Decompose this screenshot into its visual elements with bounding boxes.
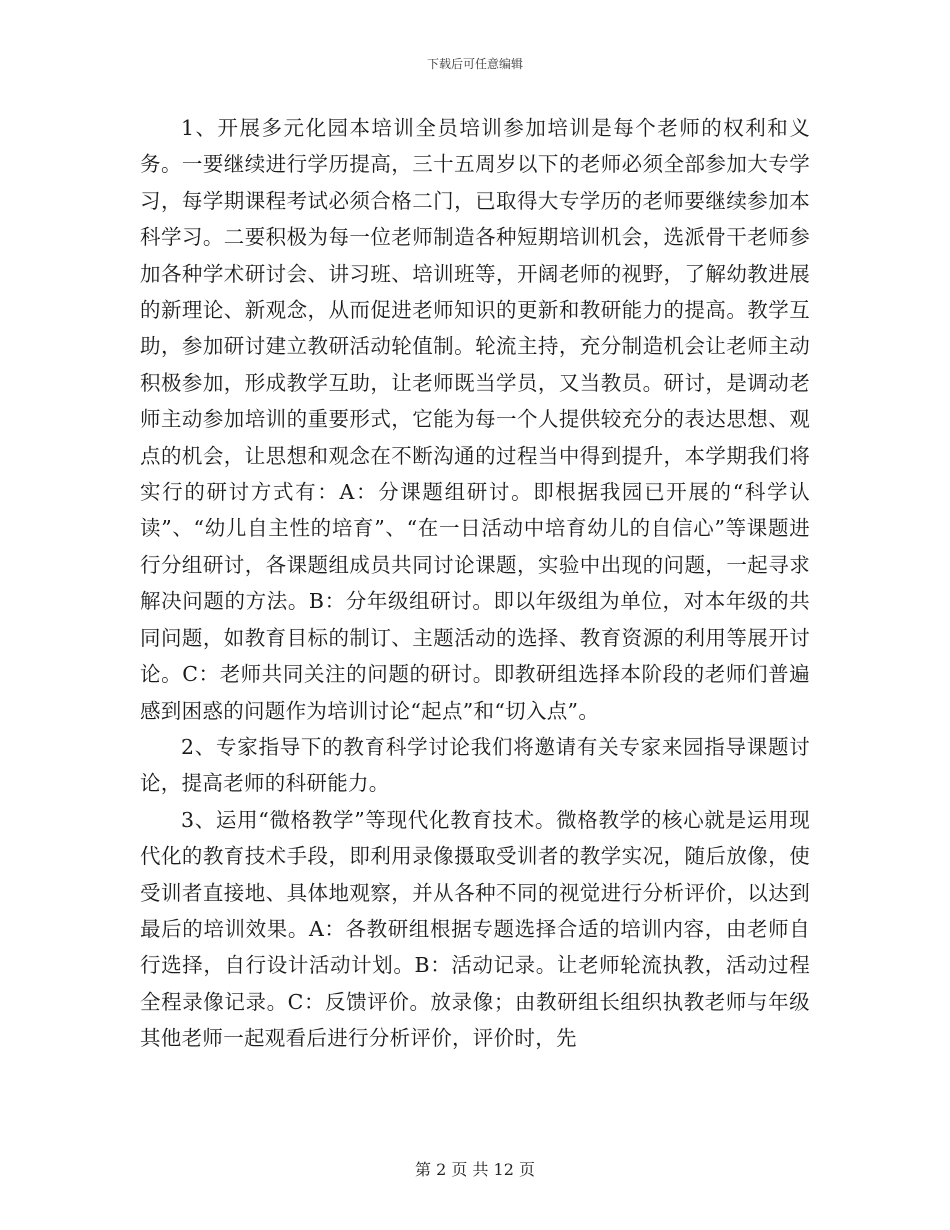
page-number-footer: 第 2 页 共 12 页	[415, 1160, 535, 1179]
paragraph-1: 1、开展多元化园本培训全员培训参加培训是每个老师的权利和义务。一要继续进行学历提高，三十五周岁以下的老师必须全部参加大专学习，每学期课程考试必须合格二门，已取得大专学历的老师要继续参加本科学习。二要积极为每一位老师制造各种短期培训机会，选派骨干老师参加各种学术研讨会、讲习班、培训班等，开阔老师的视野，了解幼教进展的新理论、新观念，从而促进老师知识的更新和教研能力的提高。教学互助，参加研讨建立教研活动轮值制。轮流主持，充分制造机会让老师主动积极参加，形成教学互助，让老师既当学员，又当教员。研讨，是调动老师主动参加培训的重要形式，它能为每一个人提供较充分的表达思想、观点的机会，让思想和观念在不断沟通的过程当中得到提升，本学期我们将实行的研讨方式有：A：分课题组研讨。即根据我园已开展的“科学认读”、“幼儿自主性的培育”、“在一日活动中培育幼儿的自信心”等课题进行分组研讨，各课题组成员共同讨论课题，实验中出现的问题，一起寻求解决问题的方法。B：分年级组研讨。即以年级组为单位，对本年级的共同问题，如教育目标的制订、主题活动的选择、教育资源的利用等展开讨论。C：老师共同关注的问题的研讨。即教研组选择本阶段的老师们普遍感到困惑的问题作为培训讨论“起点”和“切入点”。	[140, 116, 810, 723]
paragraph-2: 2、专家指导下的教育科学讨论我们将邀请有关专家来园指导课题讨论，提高老师的科研能力。	[140, 734, 810, 796]
paragraph-3: 3、运用“微格教学”等现代化教育技术。微格教学的核心就是运用现代化的教育技术手段，即利用录像摄取受训者的教学实况，随后放像，使受训者直接地、具体地观察，并从各种不同的视觉进行分析评价，以达到最后的培训效果。A：各教研组根据专题选择合适的培训内容，由老师自行选择，自行设计活动计划。B：活动记录。让老师轮流执教，活动过程全程录像记录。C：反馈评价。放录像；由教研组长组织执教老师与年级其他老师一起观看后进行分析评价，评价时，先	[140, 807, 810, 1051]
page-header-note: 下载后可任意编辑	[426, 57, 523, 71]
document-body	[140, 110, 810, 1057]
